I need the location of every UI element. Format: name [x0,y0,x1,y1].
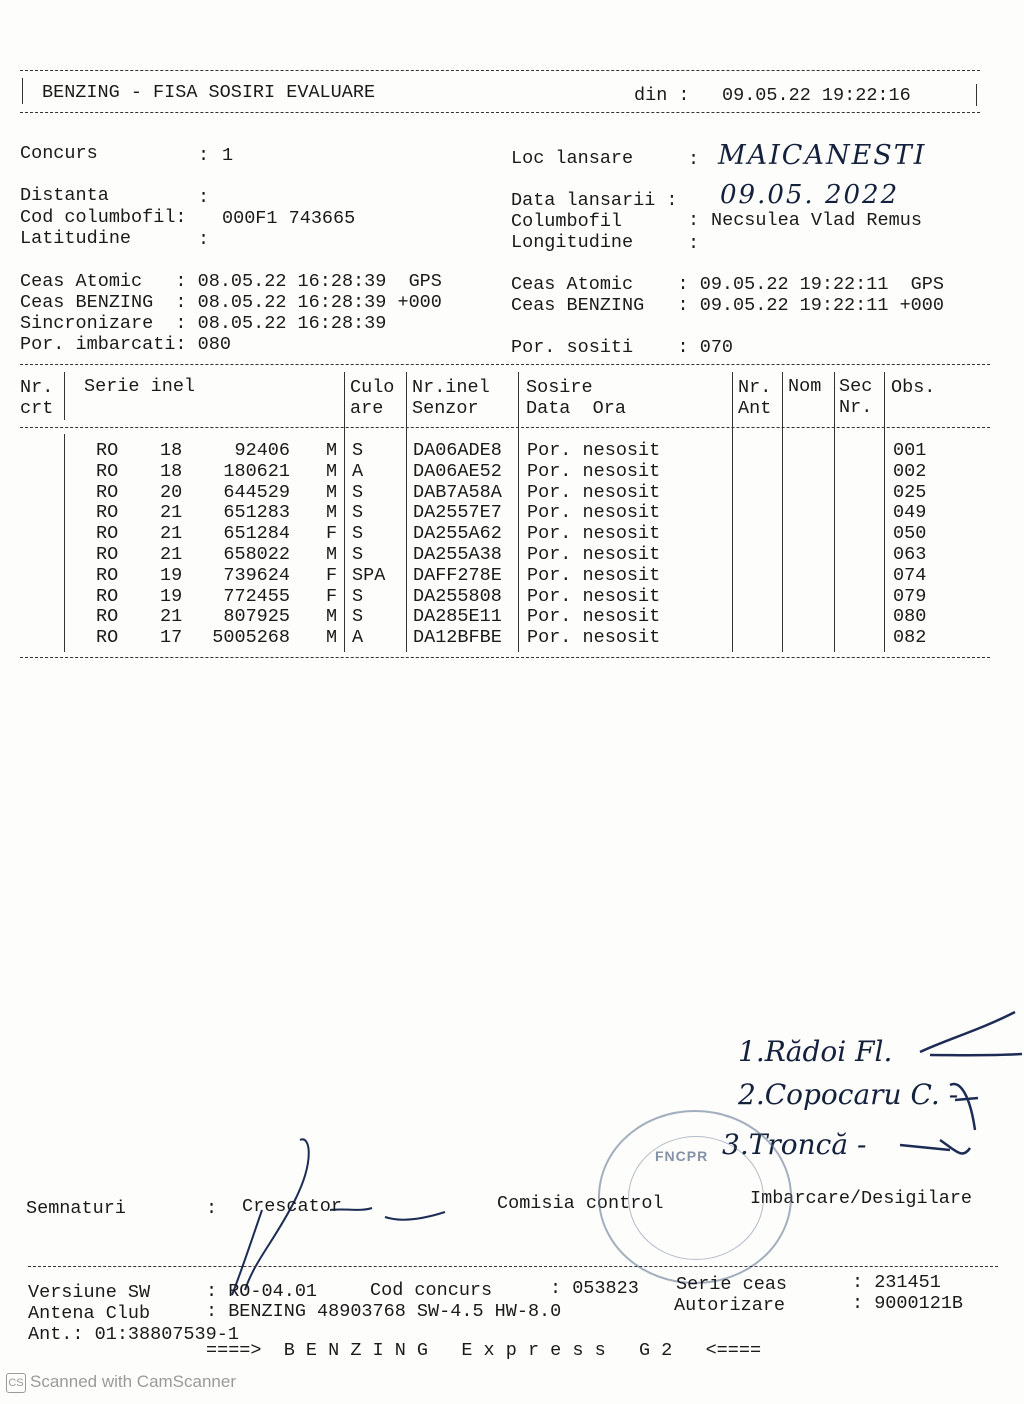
concurs-label: Concurs [20,143,98,164]
longitudine-label: Longitudine [511,232,634,253]
cell-senzor: DA06ADE8 [413,440,502,461]
stamp-text: FNCPR [655,1148,709,1164]
cell-nr: 651284 [223,523,290,545]
imbarcare-label: Imbarcare/Desigilare [750,1188,973,1209]
cell-sex: F [326,585,338,607]
header-title: BENZING - FISA SOSIRI EVALUARE [42,82,376,103]
versiune-value: : RO-04.01 [206,1281,318,1302]
loc-lansare-label: Loc lansare [511,148,634,169]
cell-tara: RO [96,585,119,607]
cod-columbofil-value: 000F1 743665 [222,208,356,229]
cell-nr: 739624 [223,564,290,586]
cell-senzor: DA06AE52 [413,460,502,482]
th-sec-1: Sec [839,376,873,397]
fncpr-stamp [598,1110,792,1284]
cell-an: 20 [160,481,183,503]
th-nr-ant-2: Ant [738,398,772,419]
camscanner-watermark [6,1372,236,1393]
cell-obs: 063 [893,544,927,565]
th-serie-inel: Serie inel [84,376,196,397]
cell-tara: RO [96,460,119,482]
clock-left-1: Ceas Atomic : 08.05.22 16:28:39 GPS [20,271,442,292]
th-sosire-2: Data Ora [526,398,626,419]
th-nr-inel-1: Nr.inel [412,377,490,398]
cell-sosire: Por. nesosit [527,627,661,649]
serie-ceas-label: Serie ceas [676,1274,788,1295]
cell-obs: 079 [893,585,927,607]
cod-concurs-value: : 053823 [550,1278,639,1299]
cell-sex: M [326,502,338,524]
antena-value: : BENZING 48903768 SW-4.5 HW-8.0 [206,1301,562,1322]
ant-line: Ant.: 01:38807539-1 [28,1324,239,1345]
cell-sosire: Por. nesosit [527,585,661,607]
express-line: ====> B E N Z I N G E x p r e s s G 2 <==== [206,1340,762,1361]
th-sosire-1: Sosire [526,377,593,398]
cell-nr: 92406 [234,440,290,461]
cell-sosire: Por. nesosit [527,523,661,545]
latitudine-sep: : [198,229,210,250]
cell-tara: RO [96,481,119,503]
cell-sosire: Por. nesosit [527,440,661,461]
data-lansarii-label: Data lansarii : [511,190,678,211]
cell-tara: RO [96,564,119,586]
th-nr-inel-2: Senzor [412,398,479,419]
cell-senzor: DA255A62 [413,523,502,545]
loc-lansare-handwritten: MAICANESTI [718,140,927,171]
semnaturi-label: Semnaturi [26,1198,126,1219]
serie-ceas-value: : 231451 [852,1272,941,1293]
cell-culoare: S [352,481,364,503]
clock-left-2: Ceas BENZING : 08.05.22 16:28:39 +000 [20,292,442,313]
cell-nr: 644529 [223,481,290,503]
cell-sex: M [326,481,338,503]
cell-sosire: Por. nesosit [527,564,661,586]
cell-culoare: S [352,502,364,524]
th-culoare-2: are [350,398,384,419]
th-sec-2: Nr. [839,397,873,418]
cell-tara: RO [96,606,119,628]
handwritten-name-3: 3.Troncă - [722,1128,867,1161]
cell-an: 18 [160,440,183,461]
cell-culoare: A [352,627,364,649]
cell-nr: 180621 [223,460,290,482]
camscanner-text: Scanned with CamScanner [30,1372,237,1391]
cod-concurs-label: Cod concurs [370,1280,493,1301]
cell-senzor: DA12BFBE [413,627,502,649]
header-din-label: din : [634,85,690,106]
header-din-value: 09.05.22 19:22:16 [722,85,911,106]
cell-sex: M [326,440,338,461]
cell-sex: M [326,460,338,482]
cell-obs: 001 [893,440,927,461]
clock-right-4: Por. sositi : 070 [511,337,734,358]
cell-sex: F [326,564,338,586]
cell-sex: M [326,606,338,628]
versiune-label: Versiune SW [28,1282,151,1303]
cell-sosire: Por. nesosit [527,460,661,482]
clock-right-1: Ceas Atomic : 09.05.22 19:22:11 GPS [511,274,944,295]
semnaturi-sep: : [206,1198,218,1219]
cell-an: 21 [160,544,183,565]
cell-culoare: S [352,440,364,461]
concurs-sep: : [198,145,210,166]
cell-obs: 082 [893,627,927,649]
cell-tara: RO [96,627,119,649]
comisia-label: Comisia control [497,1193,664,1214]
clock-right-2: Ceas BENZING : 09.05.22 19:22:11 +000 [511,295,944,316]
cell-culoare: S [352,544,364,565]
cell-an: 21 [160,502,183,524]
th-nr-crt-2: crt [20,398,54,419]
cell-senzor: DA255A38 [413,544,502,565]
cell-sex: M [326,544,338,565]
cell-an: 17 [160,627,183,649]
cell-nr: 658022 [223,544,290,565]
cell-sosire: Por. nesosit [527,481,661,503]
cell-senzor: DAFF278E [413,564,502,586]
cell-an: 19 [160,585,183,607]
cell-sosire: Por. nesosit [527,544,661,565]
cell-tara: RO [96,544,119,565]
cell-nr: 5005268 [212,627,290,649]
loc-lansare-sep: : [688,149,700,170]
cell-obs: 025 [893,481,927,503]
cell-an: 18 [160,460,183,482]
th-nr-crt-1: Nr. [20,377,54,398]
th-culoare-1: Culo [350,377,395,398]
clock-left-3: Sincronizare : 08.05.22 16:28:39 [20,313,387,334]
data-lansarii-handwritten: 09.05. 2022 [720,180,900,210]
cell-obs: 074 [893,564,927,586]
longitudine-sep: : [688,233,700,254]
cell-an: 19 [160,564,183,586]
autorizare-value: : 9000121B [852,1293,964,1314]
crescator-label: Crescator [242,1196,342,1217]
th-obs: Obs. [891,377,936,398]
cell-obs: 050 [893,523,927,545]
th-nom: Nom [788,376,822,397]
th-nr-ant-1: Nr. [738,377,772,398]
concurs-value: 1 [222,145,234,166]
cell-senzor: DA255808 [413,585,502,607]
cell-an: 21 [160,523,183,545]
cell-culoare: SPA [352,564,386,586]
cell-tara: RO [96,523,119,545]
cell-culoare: S [352,606,364,628]
cell-sex: M [326,627,338,649]
cell-senzor: DA2557E7 [413,502,502,524]
columbofil-value: Necsulea Vlad Remus [711,210,922,231]
distanta-sep: : [198,187,210,208]
clock-left-4: Por. imbarcati: 080 [20,334,231,355]
antena-label: Antena Club [28,1303,151,1324]
cell-culoare: A [352,460,364,482]
autorizare-label: Autorizare [674,1295,786,1316]
columbofil-label: Columbofil [511,211,623,232]
handwritten-name-2: 2.Copocaru C. - [738,1078,959,1111]
handwritten-name-1: 1.Rădoi Fl. [738,1035,893,1068]
distanta-label: Distanta [20,185,109,206]
cell-nr: 651283 [223,502,290,524]
cell-nr: 772455 [223,585,290,607]
cod-columbofil-label: Cod columbofil: [20,207,187,228]
latitudine-label: Latitudine [20,228,132,249]
cell-sosire: Por. nesosit [527,606,661,628]
cell-tara: RO [96,502,119,524]
footer-separator [28,1266,998,1267]
cell-obs: 080 [893,606,927,628]
camscanner-logo-icon: CS [6,1373,26,1393]
cell-sex: F [326,523,338,545]
cell-tara: RO [96,440,119,461]
cell-sosire: Por. nesosit [527,502,661,524]
cell-an: 21 [160,606,183,628]
cell-culoare: S [352,523,364,545]
cell-senzor: DAB7A58A [413,481,502,503]
columbofil-sep: : [688,210,700,231]
cell-obs: 049 [893,502,927,524]
cell-culoare: S [352,585,364,607]
cell-senzor: DA285E11 [413,606,502,628]
cell-nr: 807925 [223,606,290,628]
cell-obs: 002 [893,460,927,482]
